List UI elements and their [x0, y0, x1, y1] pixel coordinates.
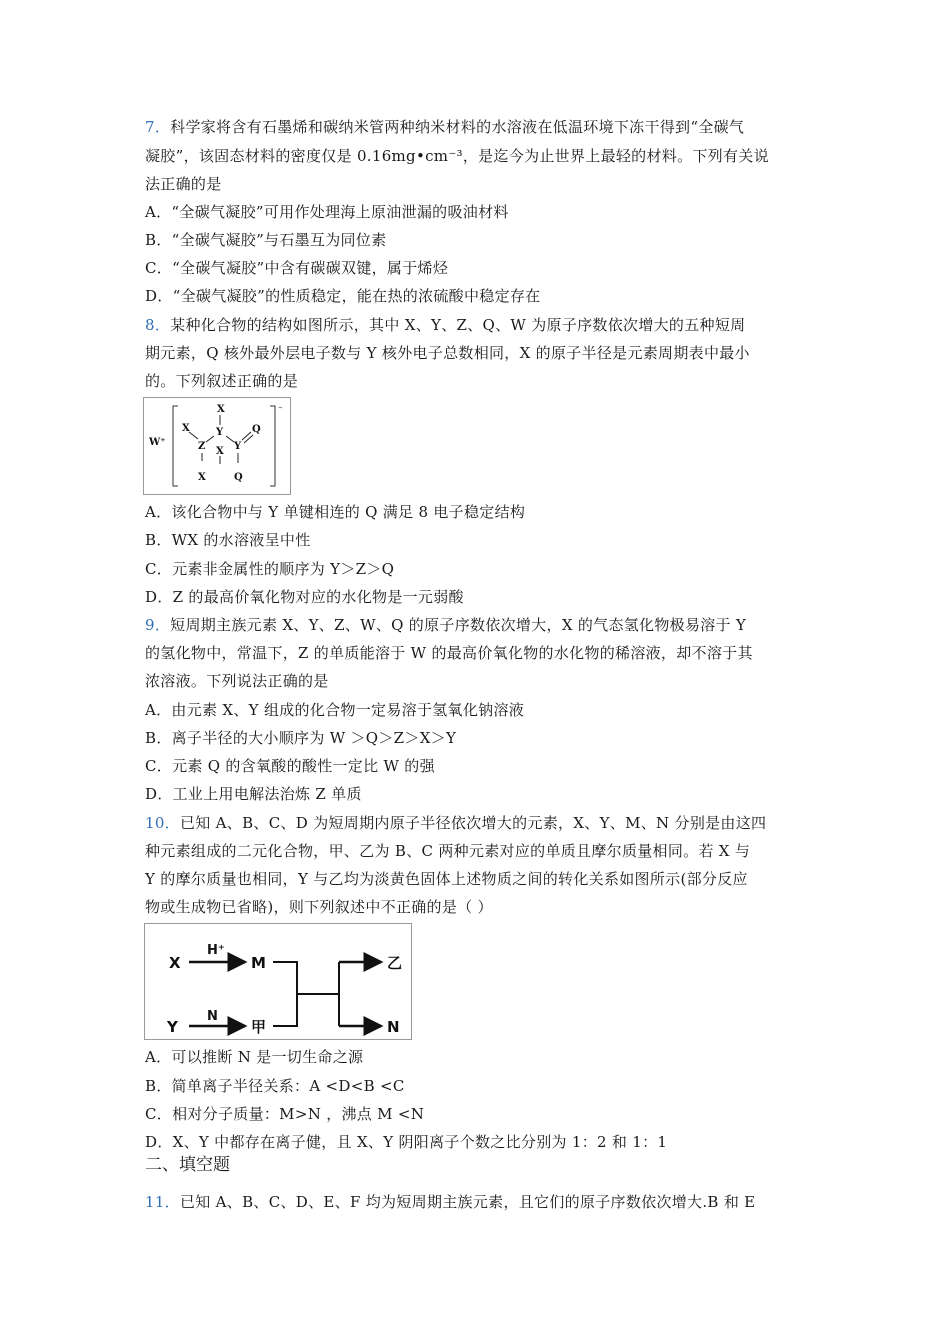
- q11-line-1: 11．已知 A、B、C、D、E、F 均为短周期主族元素，且它们的原子序数依次增大.B 和 E: [145, 1193, 756, 1211]
- q9-option-a: A．由元素 X、Y 组成的化合物一定易溶于氢氧化钠溶液: [145, 701, 525, 719]
- q9-line-2: 的氢化物中，常温下，Z 的单质能溶于 W 的最高价氧化物的水化物的稀溶液，却不溶于其: [145, 644, 753, 662]
- q10-option-c: C．相对分子质量：M>N ，沸点 M <N: [145, 1105, 425, 1123]
- right-bracket: [270, 406, 275, 486]
- q8-line-3: 的。下列叙述正确的是: [145, 372, 299, 390]
- charge-label: ⁻: [278, 405, 283, 415]
- q8-number: 8．: [145, 316, 171, 334]
- cation-label: W⁺: [149, 437, 166, 448]
- section-heading-fill-in: 二、填空题: [145, 1155, 230, 1175]
- q8-line-1: 8．某种化合物的结构如图所示，其中 X、Y、Z、Q、W 为原子序数依次增大的五种短周: [145, 316, 746, 334]
- q7-line-3: 法正确的是: [145, 175, 222, 193]
- q8-option-a: A．该化合物中与 Y 单键相连的 Q 满足 8 电子稳定结构: [145, 503, 526, 521]
- q7-option-c: C．“全碳气凝胶”中含有碳碳双键，属于烯烃: [145, 259, 449, 277]
- atom-z: Z: [198, 441, 206, 452]
- bond-x-z: [189, 432, 198, 439]
- q10-transformation-figure: [144, 923, 412, 1040]
- q7-line-1: 7．科学家将含有石墨烯和碳纳米管两种纳米材料的水溶液在低温环境下冻干得到“全碳气: [145, 118, 745, 136]
- q8-option-c: C．元素非金属性的顺序为 Y＞Z＞Q: [145, 560, 395, 578]
- atom-q-bottom: Q: [234, 472, 243, 483]
- atom-y-right: Y: [234, 441, 242, 452]
- structure-diagram: [144, 398, 290, 494]
- bond-z-y: [206, 436, 214, 442]
- q7-number: 7．: [145, 118, 171, 136]
- q7-option-d: D．“全碳气凝胶”的性质稳定，能在热的浓硫酸中稳定存在: [145, 287, 541, 305]
- q7-line-2: 凝胶”，该固态材料的密度仅是 0.16mg•cm⁻³，是迄今为止世界上最轻的材料。下列有关说: [145, 147, 769, 165]
- q10-option-b: B．简单离子半径关系：A <D<B <C: [145, 1077, 405, 1095]
- q9-option-d: D．工业上用电解法治炼 Z 单质: [145, 785, 362, 803]
- q9-line-3: 浓溶液。下列说法正确的是: [145, 672, 329, 690]
- label-x: X: [169, 954, 181, 972]
- q10-line-1: 10．已知 A、B、C、D 为短周期内原子半径依次增大的元素，X、Y、M、N 分别是由这四: [145, 814, 767, 832]
- atom-x-left: X: [182, 423, 190, 434]
- label-jia: 甲: [251, 1018, 267, 1036]
- atom-x-center-bottom: X: [216, 446, 224, 457]
- atom-x-bottom: X: [198, 472, 206, 483]
- label-yi: 乙: [387, 954, 403, 972]
- label-n-product: N: [387, 1018, 400, 1036]
- q9-number: 9．: [145, 616, 171, 634]
- q8-option-d: D．Z 的最高价氧化物对应的水化物是一元弱酸: [145, 588, 464, 606]
- q8-structure-figure: [143, 397, 291, 495]
- label-y: Y: [167, 1018, 178, 1036]
- q10-option-a: A．可以推断 N 是一切生命之源: [145, 1048, 364, 1066]
- atom-q-double: Q: [252, 424, 261, 435]
- bond-y-y: [226, 436, 234, 442]
- q7-option-a: A．“全碳气凝胶”可用作处理海上原油泄漏的吸油材料: [145, 203, 509, 221]
- q10-option-d: D．X、Y 中都存在离子健，且 X、Y 阴阳离子个数之比分别为 1：2 和 1：1: [145, 1133, 668, 1151]
- q7-option-b: B．“全碳气凝胶”与石墨互为同位素: [145, 231, 387, 249]
- left-bracket: [173, 406, 178, 486]
- transformation-diagram: [145, 924, 411, 1039]
- left-junction: [273, 962, 297, 1026]
- q9-option-b: B．离子半径的大小顺序为 W ＞Q＞Z＞X＞Y: [145, 729, 457, 747]
- q8-line-2: 期元素，Q 核外最外层电子数与 Y 核外电子总数相同，X 的原子半径是元素周期表中最小: [145, 344, 750, 362]
- q10-line-3: Y 的摩尔质量也相同，Y 与乙均为淡黄色固体上述物质之间的转化关系如图所示(部分反应: [145, 870, 748, 888]
- q10-number: 10．: [145, 814, 180, 832]
- double-bond-b: [244, 435, 253, 443]
- q8-option-b: B．WX 的水溶液呈中性: [145, 531, 311, 549]
- label-n-reagent: N: [207, 1009, 218, 1024]
- q10-line-2: 种元素组成的二元化合物，甲、乙为 B、C 两种元素对应的单质且摩尔质量相同。若 X 与: [145, 842, 751, 860]
- q9-option-c: C．元素 Q 的含氧酸的酸性一定比 W 的强: [145, 757, 435, 775]
- q9-line-1: 9．短周期主族元素 X、Y、Z、W、Q 的原子序数依次增大，X 的气态氢化物极易溶于 Y: [145, 616, 747, 634]
- double-bond-a: [242, 432, 251, 440]
- q11-number: 11．: [145, 1193, 180, 1211]
- atom-x-top: X: [217, 404, 225, 415]
- q10-line-4: 物或生成物已省略)，则下列叙述中不正确的是（ ）: [145, 898, 493, 916]
- atom-y-center: Y: [216, 427, 224, 438]
- label-m: M: [251, 954, 266, 972]
- label-h-plus: H⁺: [207, 943, 225, 958]
